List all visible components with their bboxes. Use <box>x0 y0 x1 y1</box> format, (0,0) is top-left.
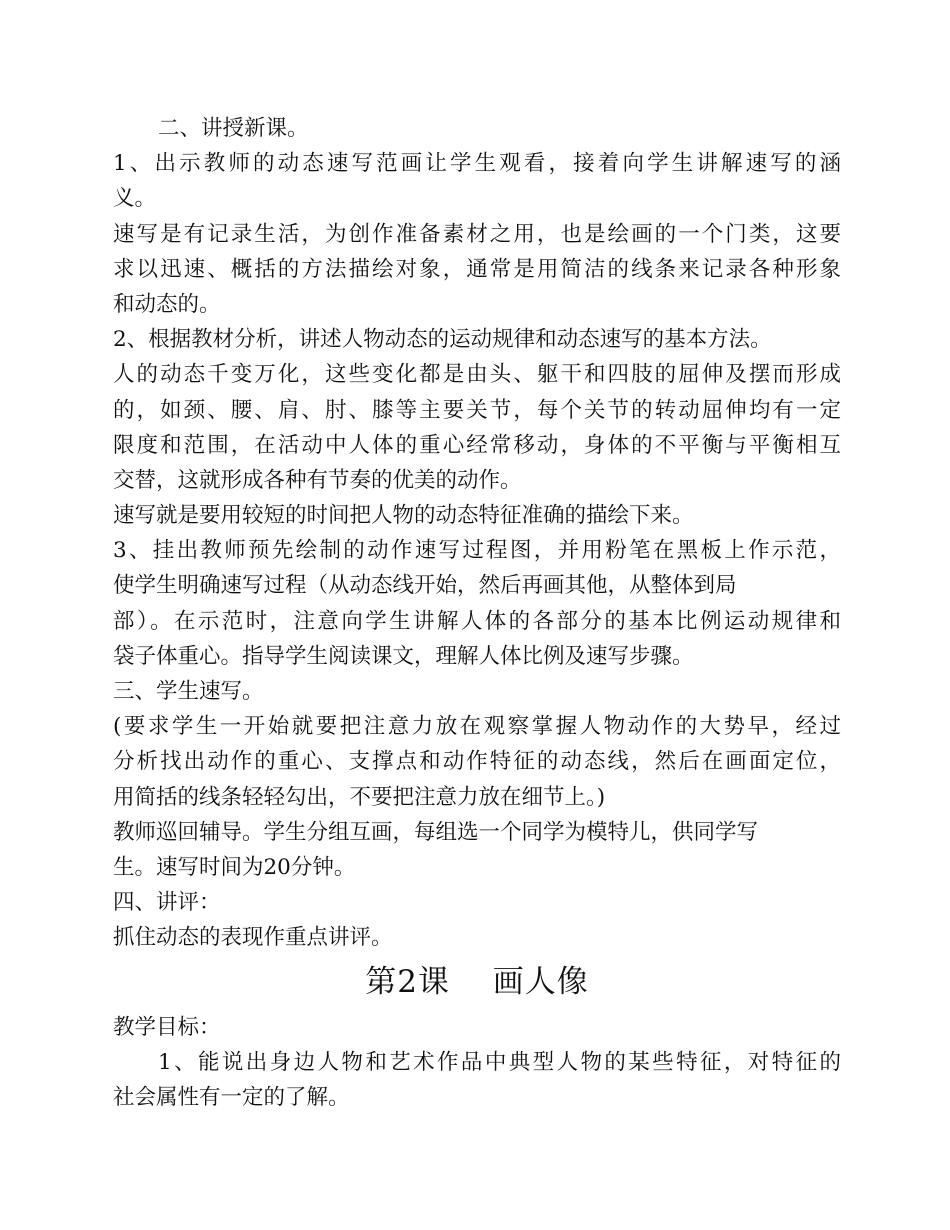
paragraph-line: 义。 <box>113 186 157 212</box>
paragraph-line: 教师巡回辅导。学生分组互画，每组选一个同学为模特儿，供同学写 <box>113 819 759 845</box>
paragraph-line: 交替，这就形成各种有节奏的优美的动作。 <box>113 467 522 493</box>
section-heading-4: 四、讲评： <box>113 890 221 916</box>
paragraph-line: 抓住动态的表现作重点讲评。 <box>113 925 393 951</box>
paragraph-line: 2、根据教材分析，讲述人物动态的运动规律和动态速写的基本方法。 <box>113 327 772 353</box>
section-heading-2: 二、讲授新课。 <box>158 116 309 141</box>
paragraph-line: 用简括的线条轻轻勾出，不要把注意力放在细节上。) <box>113 784 606 810</box>
paragraph-line: 求以迅速、概括的方法描绘对象，通常是用简洁的线条来记录各种形象 <box>113 256 841 282</box>
document-page <box>113 111 841 1115</box>
paragraph-line: 部）。在示范时，注意向学生讲解人体的各部分的基本比例运动规律和 <box>113 608 841 634</box>
paragraph-line: 的，如颈、腰、肩、肘、膝等主要关节，每个关节的转动屈伸均有一定 <box>113 397 841 423</box>
paragraph-line: 3、挂出教师预先绘制的动作速写过程图，并用粉笔在黑板上作示范， <box>113 538 841 564</box>
paragraph-line: 限度和范围，在活动中人体的重心经常移动，身体的不平衡与平衡相互 <box>113 432 841 458</box>
lesson-title: 第2课 画人像 <box>365 963 589 1000</box>
paragraph-line: 袋子体重心。指导学生阅读课文，理解人体比例及速写步骤。 <box>113 643 694 669</box>
paragraph-line: 1、能说出身边人物和艺术作品中典型人物的某些特征，对特征的 <box>158 1049 841 1075</box>
paragraph-line: 使学生明确速写过程（从动态线开始，然后再画其他，从整体到局 <box>113 573 737 599</box>
section-heading-3: 三、学生速写。 <box>113 679 264 704</box>
paragraph-line: 1、出示教师的动态速写范画让学生观看，接着向学生讲解速写的涵 <box>113 151 841 177</box>
paragraph-line: 人的动态千变万化，这些变化都是由头、躯干和四肢的屈伸及摆而形成 <box>113 362 841 388</box>
paragraph-line: 速写是有记录生活，为创作准备素材之用，也是绘画的一个门类，这要 <box>113 221 841 247</box>
paragraph-line: 社会属性有一定的了解。 <box>113 1084 350 1110</box>
paragraph-line: 速写就是要用较短的时间把人物的动态特征准确的描绘下来。 <box>113 503 694 529</box>
paragraph-line: 分析找出动作的重心、支撑点和动作特征的动态线，然后在画面定位， <box>113 749 841 775</box>
paragraph-line: 生。速写时间为20分钟。 <box>113 854 356 880</box>
paragraph-line: 和动态的。 <box>113 291 221 317</box>
paragraph-line: (要求学生一开始就要把注意力放在观察掌握人物动作的大势早，经过 <box>113 714 841 740</box>
goals-label: 教学目标： <box>113 1014 221 1040</box>
